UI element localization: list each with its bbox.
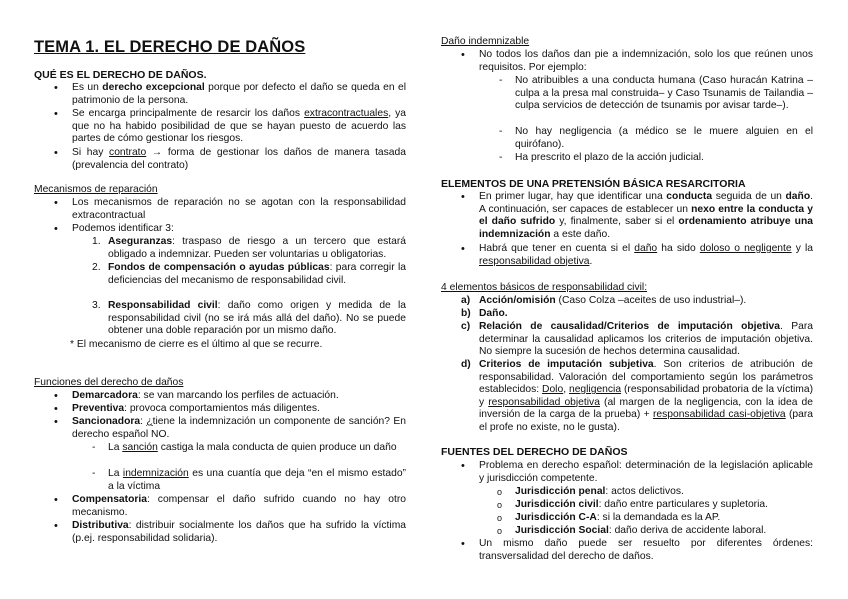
bullet-item: Se encarga principalmente de resarcir los daños extracontractuales, ya que no ha habido posibilidad de que se hayan puesto de acuerdo las partes de cómo gestionar los riesgos. bbox=[72, 108, 406, 145]
numbered-item: 1. Aseguranzas: traspaso de riesgo a un tercero que estará obligado a indemnizar. Pueden ser voluntarias u obligatorias. bbox=[92, 236, 406, 260]
bullet-item: Preventiva: provoca comportamientos más diligentes. bbox=[72, 403, 320, 414]
circle-item: o Jurisdicción C-A: si la demandada es la AP. bbox=[497, 512, 721, 523]
dash-item: - No atribuibles a una conducta humana (Caso huracán Katrina –culpa a la presa mal construida– y Caso Tsunamis de Tailandia –culpa servicios de detección de tsunamis por avisar tarde–). bbox=[499, 75, 813, 112]
bullet-item: No todos los daños dan pie a indemnización, solo los que reúnen unos requisitos. Por ejemplo: bbox=[479, 49, 813, 73]
bullet-item: Distributiva: distribuir socialmente los daños que ha sufrido la víctima (p.ej. responsabilidad solidaria). bbox=[72, 520, 406, 544]
bullet-item: Es un derecho excepcional porque por defecto el daño se queda en el patrimonio de la persona. bbox=[72, 82, 406, 106]
bullet-item: Demarcadora: se van marcando los perfiles de actuación. bbox=[72, 390, 339, 401]
bullet-item: En primer lugar, hay que identificar una conducta seguida de un daño. A continuación, ser capaces de establecer un nexo entre la conducta y el daño sufrido y, finalmente, saber si el ordenamiento atribuye una indemnización a este daño. bbox=[479, 191, 813, 240]
numbered-item: 3. Responsabilidad civil: daño como origen y medida de la responsabilidad civil (no se irá más allá del daño). No se puede obtener una doble reparación por un mismo daño. bbox=[92, 300, 407, 337]
bullet-item: Problema en derecho español: determinación de la legislación aplicable y jurisdicción competente. bbox=[479, 460, 813, 484]
lettered-item: c) Relación de causalidad/Criterios de imputación objetiva. Para determinar la causalidad aplicamos los criterios de imputación objetiva. No siempre la sucesión de hechos determina causalidad. bbox=[461, 321, 813, 358]
circle-item: o Jurisdicción Social: daño deriva de accidente laboral. bbox=[497, 525, 767, 536]
circle-item: o Jurisdicción penal: actos delictivos. bbox=[497, 486, 684, 497]
bullet-item: Un mismo daño puede ser resuelto por diferentes órdenes: transversalidad del derecho de daños. bbox=[479, 538, 813, 562]
dash-item: - Ha prescrito el plazo de la acción judicial. bbox=[499, 152, 704, 163]
subheading-funciones: Funciones del derecho de daños bbox=[34, 377, 184, 388]
section-heading-que-es: QUÉ ES EL DERECHO DE DAÑOS. bbox=[34, 69, 207, 81]
bullet-item: Los mecanismos de reparación no se agotan con la responsabilidad extracontractual bbox=[72, 197, 406, 221]
numbered-item: 2. Fondos de compensación o ayudas públicas: para corregir la deficiencias del mecanismo de responsabilidad civil. bbox=[92, 262, 406, 286]
subheading-cuatro-elementos: 4 elementos básicos de responsabilidad civil: bbox=[441, 282, 648, 293]
bullet-item: Sancionadora: ¿tiene la indemnización un componente de sanción? En derecho español NO. bbox=[72, 416, 406, 440]
dash-item: - La indemnización es una cuantía que deja “en el mismo estado” a la víctima bbox=[92, 468, 406, 492]
subheading-mecanismos: Mecanismos de reparación bbox=[34, 184, 158, 195]
dash-item: - No hay negligencia (a médico se le muere alguien en el quirófano). bbox=[499, 126, 813, 150]
lettered-item: d) Criterios de imputación subjetiva. Son criterios de atribución de responsabilidad. Valoración del comportamiento según los parámetros establecidos: Dolo, negligencia (responsabilidad probatoria de la víctima) y responsabilidad objetiva (al margen de la negligencia, con la idea de inversión de la carga de la prueba) + responsabilidad casi-objetiva (para el profe no existe, no le gusta). bbox=[461, 359, 814, 433]
section-heading-fuentes: FUENTES DEL DERECHO DE DAÑOS bbox=[441, 446, 628, 458]
page-title: TEMA 1. EL DERECHO DE DAÑOS bbox=[34, 38, 306, 56]
bullet-item: Compensatoria: compensar el daño sufrido cuando no hay otro mecanismo. bbox=[72, 494, 406, 518]
bullet-item: Si hay contrato → forma de gestionar los daños de manera tasada (prevalencia del contrato) bbox=[72, 147, 406, 171]
lettered-item: a) Acción/omisión (Caso Colza –aceites de uso industrial–). bbox=[461, 295, 747, 306]
section-heading-elementos: ELEMENTOS DE UNA PRETENSIÓN BÁSICA RESARCITORIA bbox=[441, 178, 746, 190]
dash-item: - La sanción castiga la mala conducta de quien produce un daño bbox=[92, 442, 397, 453]
bullet-item: Podemos identificar 3: bbox=[72, 223, 174, 234]
note: * El mecanismo de cierre es el último al que se recurre. bbox=[70, 339, 323, 350]
lettered-item: b) Daño. bbox=[461, 308, 508, 319]
subheading-indemnizable: Daño indemnizable bbox=[441, 36, 530, 47]
circle-item: o Jurisdicción civil: daño entre particulares y supletoria. bbox=[497, 499, 768, 510]
bullet-item: Habrá que tener en cuenta si el daño ha sido doloso o negligente y la responsabilidad objetiva. bbox=[479, 243, 813, 267]
